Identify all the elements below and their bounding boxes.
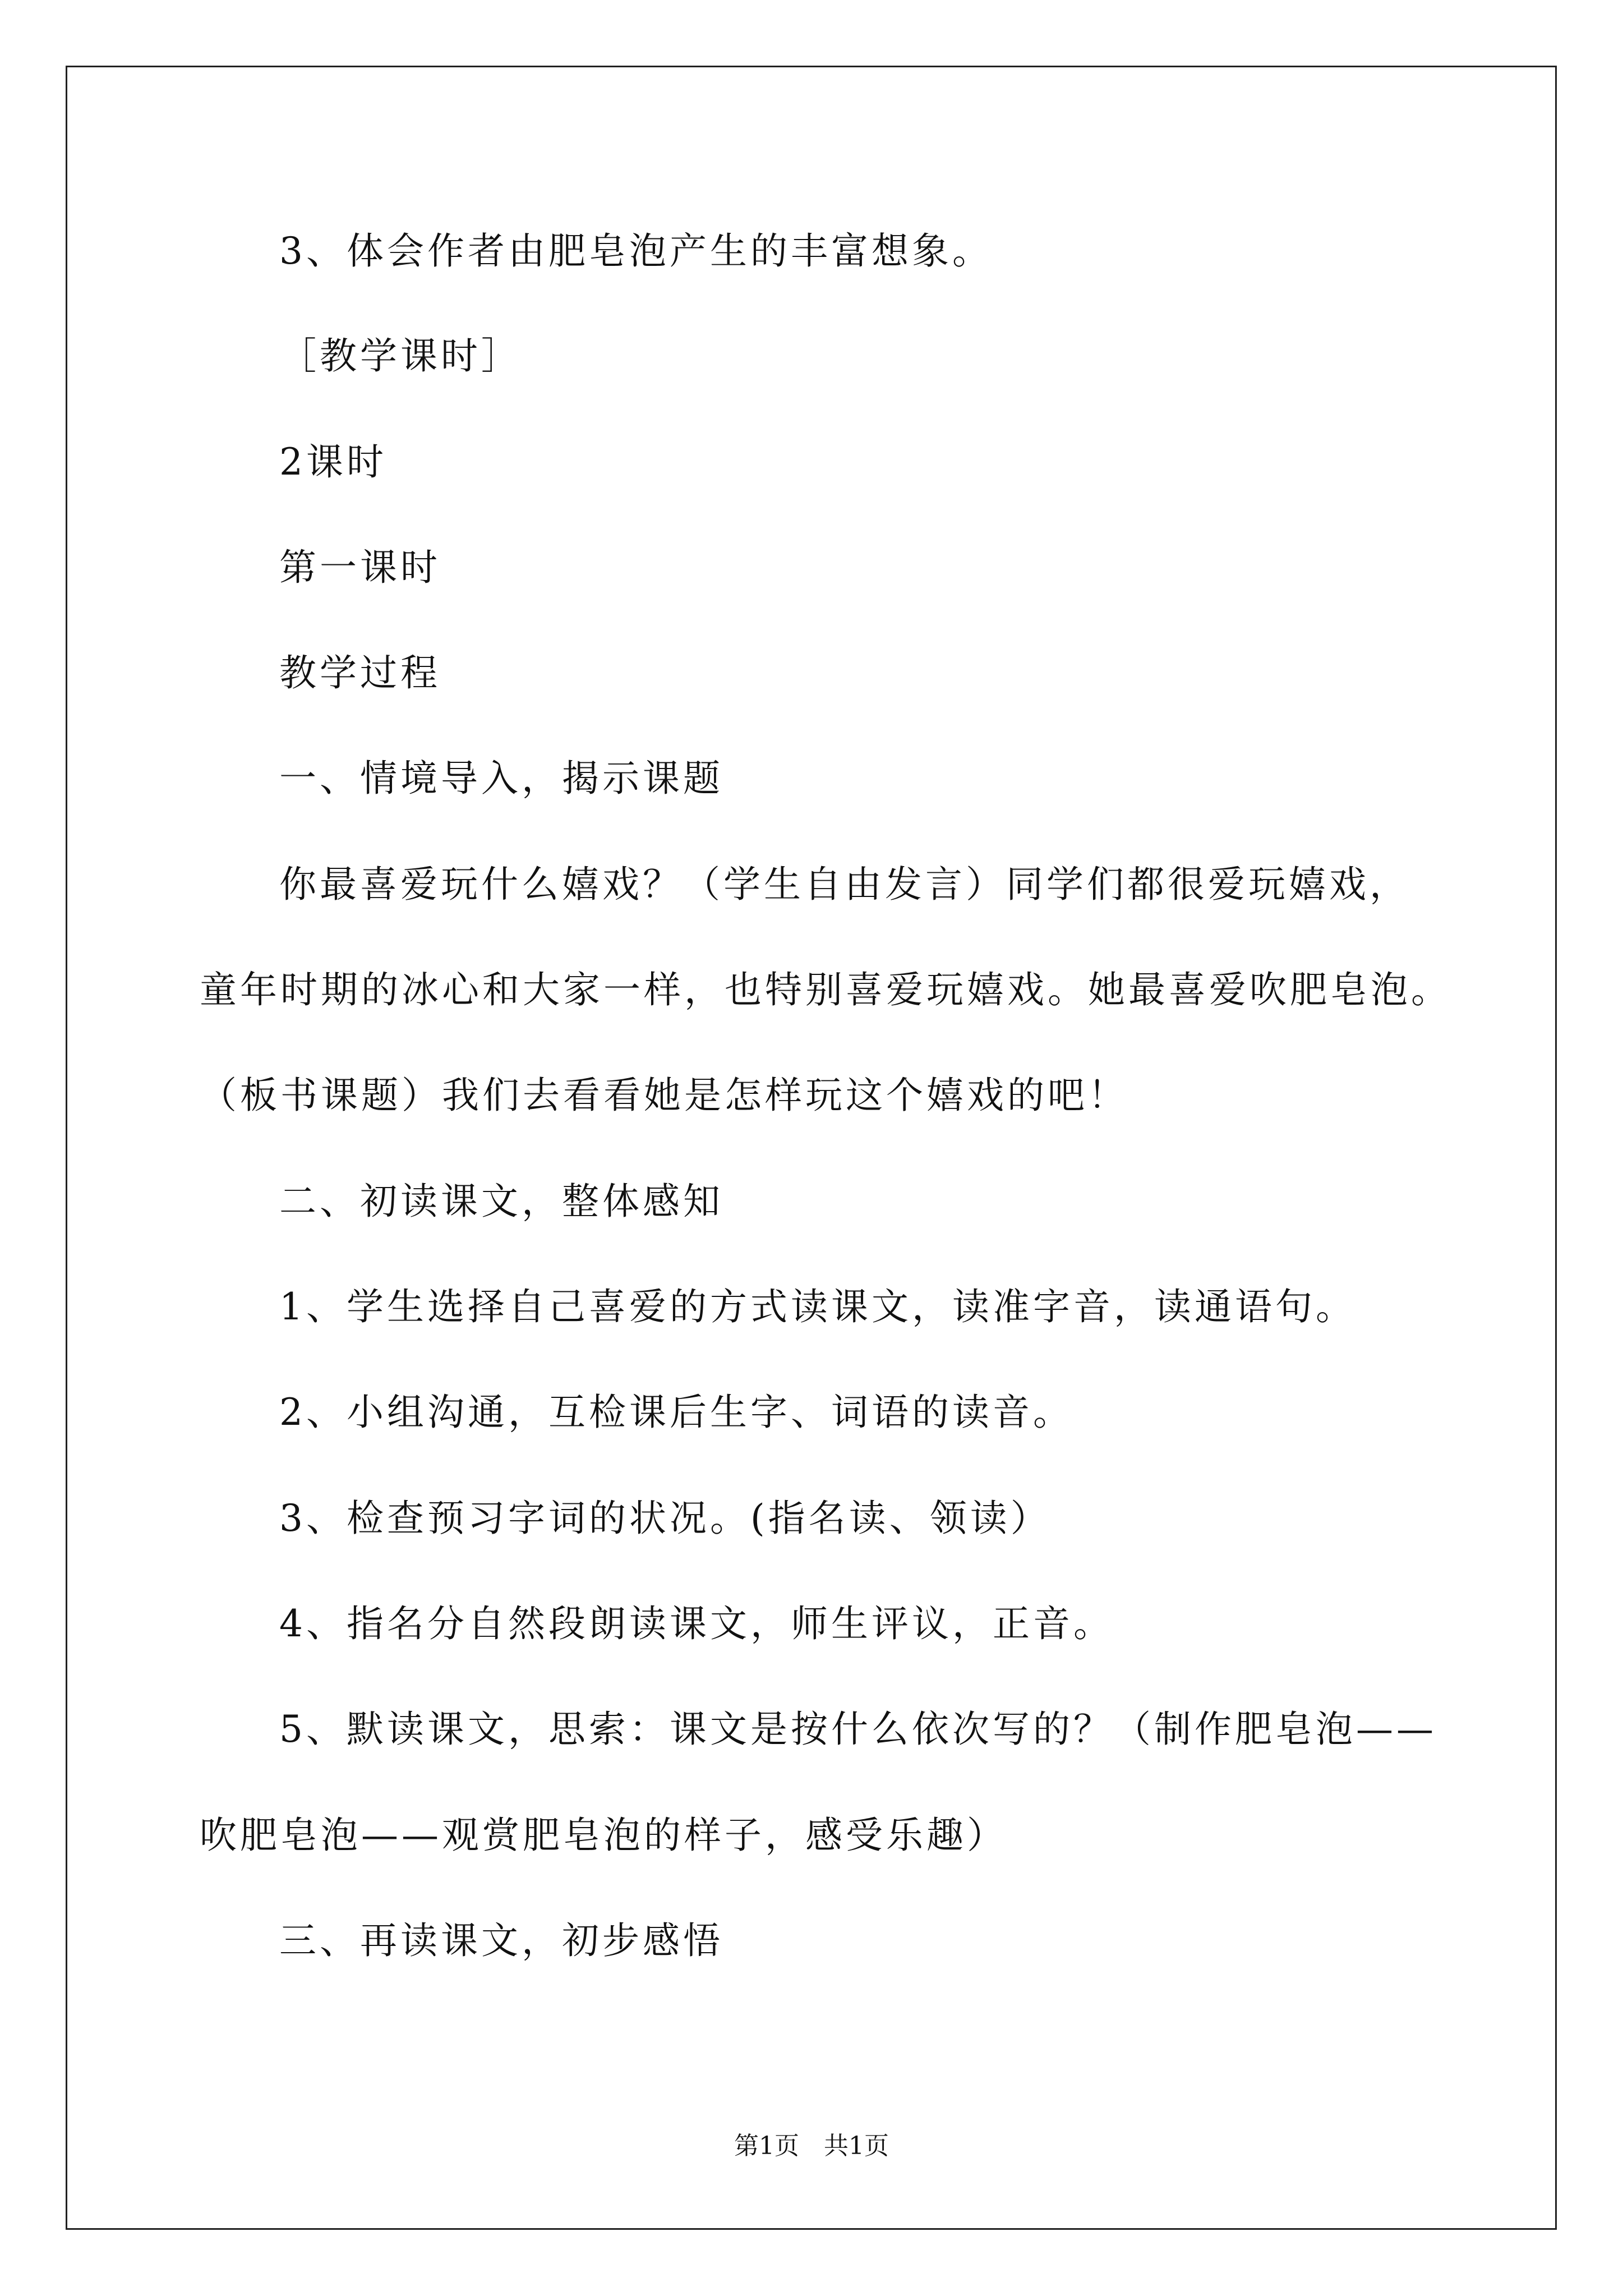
- text-line-paragraph-1b: 童年时期的冰心和大家一样，也特别喜爱玩嬉戏。她最喜爱吹肥皂泡。: [200, 968, 1451, 1011]
- page-border: [66, 66, 1557, 2230]
- text-line-step-4: 4、指名分自然段朗读课文，师生评议，正音。: [279, 1602, 1114, 1645]
- text-line-two-hours: 2课时: [279, 440, 387, 484]
- page-footer: 第1页 共1页: [734, 2132, 889, 2160]
- text-line-step-2: 2、小组沟通，互检课后生字、词语的读音。: [279, 1391, 1073, 1434]
- text-line-heading-3: 三、再读课文，初步感悟: [279, 1919, 723, 1962]
- text-line-paragraph-1c: （板书课题）我们去看看她是怎样玩这个嬉戏的吧！: [200, 1074, 1128, 1117]
- text-line-section-teaching-hours: ［教学课时］: [279, 334, 522, 378]
- text-line-step-5a: 5、默读课文，思索：课文是按什么依次写的？（制作肥皂泡——: [279, 1708, 1437, 1751]
- text-line-step-3: 3、检查预习字词的状况。(指名读、领读）: [279, 1497, 1051, 1540]
- text-line-heading-1: 一、情境导入，揭示课题: [279, 757, 723, 800]
- text-line-teaching-process: 教学过程: [279, 651, 441, 694]
- text-line-objective-3: 3、体会作者由肥皂泡产生的丰富想象。: [279, 229, 993, 273]
- text-line-step-5b: 吹肥皂泡——观赏肥皂泡的样子，感受乐趣）: [200, 1814, 1007, 1857]
- text-line-first-hour: 第一课时: [279, 546, 441, 589]
- text-line-step-1: 1、学生选择自己喜爱的方式读课文，读准字音，读通语句。: [279, 1285, 1356, 1328]
- text-line-paragraph-1a: 你最喜爱玩什么嬉戏？（学生自由发言）同学们都很爱玩嬉戏，: [279, 863, 1410, 906]
- text-line-heading-2: 二、初读课文，整体感知: [279, 1180, 723, 1223]
